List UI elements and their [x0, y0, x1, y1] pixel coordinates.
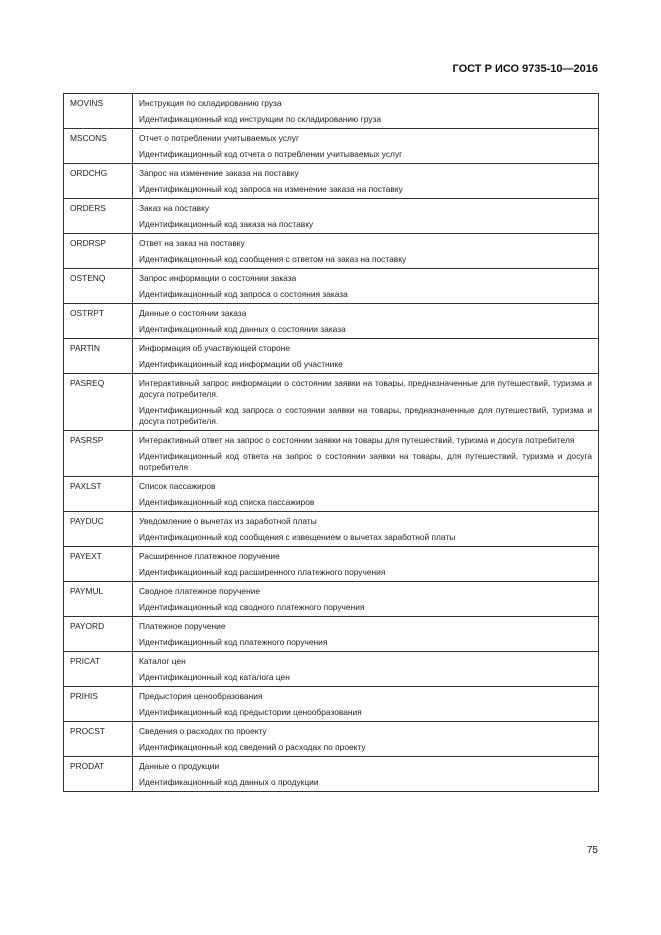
message-description: [133, 582, 599, 617]
table-row: [64, 547, 599, 582]
table-row: [64, 199, 599, 234]
message-code: PAYORD: [64, 617, 133, 652]
message-identifier-description: Идентификационный код отчета о потреблении учитываемых услуг: [139, 149, 403, 159]
message-code: PRODAT: [64, 757, 133, 792]
table-row: [64, 477, 599, 512]
table-row: [64, 339, 599, 374]
document-standard-header: ГОСТ Р ИСО 9735-10—2016: [452, 63, 598, 75]
table-row: [64, 234, 599, 269]
message-name: Интерактивный ответ на запрос о состоянии заявки на товары для путешествий, туризма и досуга потребителя: [139, 435, 575, 445]
message-identifier-description: Идентификационный код запроса о состоянии заявки на товары, предназначенные для путешествий, туризма и досуга потребителя.: [139, 405, 592, 426]
message-identifier-description: Идентификационный код инструкции по складированию груза: [139, 114, 381, 124]
message-identifier-description: Идентификационный код списка пассажиров: [139, 497, 315, 507]
message-identifier-description: Идентификационный код сообщения с ответом на заказ на поставку: [139, 254, 407, 264]
page-number: 75: [586, 845, 598, 856]
message-description: [133, 477, 599, 512]
message-code: PARTIN: [64, 339, 133, 374]
message-code: PAYEXT: [64, 547, 133, 582]
message-name: Список пассажиров: [139, 481, 216, 491]
message-name: Заказ на поставку: [139, 203, 210, 213]
message-description: [133, 652, 599, 687]
message-description: [133, 757, 599, 792]
message-description: [133, 164, 599, 199]
message-code: PASRSP: [64, 431, 133, 477]
table-row: [64, 512, 599, 547]
message-code: ORDCHG: [64, 164, 133, 199]
message-name: Запрос на изменение заказа на поставку: [139, 168, 299, 178]
message-name: Запрос информации о состоянии заказа: [139, 273, 297, 283]
table-row: [64, 652, 599, 687]
message-code: PASREQ: [64, 374, 133, 431]
message-identifier-description: Идентификационный код заказа на поставку: [139, 219, 314, 229]
message-description: [133, 234, 599, 269]
message-description: [133, 304, 599, 339]
message-name: Информация об участвующей стороне: [139, 343, 290, 353]
table-row: [64, 129, 599, 164]
table-row: [64, 617, 599, 652]
message-identifier-description: Идентификационный код сведений о расходах по проекту: [139, 742, 366, 752]
message-description: [133, 374, 599, 431]
message-identifier-description: Идентификационный код сводного платежного поручения: [139, 602, 365, 612]
message-code: ORDERS: [64, 199, 133, 234]
table-body: [64, 94, 599, 792]
message-description: [133, 129, 599, 164]
table-row: [64, 687, 599, 722]
message-identifier-description: Идентификационный код расширенного платежного поручения: [139, 567, 386, 577]
message-identifier-description: Идентификационный код предыстории ценообразования: [139, 707, 362, 717]
message-codes-table: [63, 93, 599, 792]
message-name: Уведомление о вычетах из заработной платы: [139, 516, 317, 526]
message-description: [133, 269, 599, 304]
message-name: Сводное платежное поручение: [139, 586, 261, 596]
table-row: [64, 164, 599, 199]
message-code: MOVINS: [64, 94, 133, 129]
message-identifier-description: Идентификационный код данных о продукции: [139, 777, 319, 787]
message-name: Каталог цен: [139, 656, 186, 666]
message-code: ORDRSP: [64, 234, 133, 269]
message-description: [133, 94, 599, 129]
message-name: Платежное поручение: [139, 621, 226, 631]
message-code: OSTENQ: [64, 269, 133, 304]
message-identifier-description: Идентификационный код запроса о состояния заказа: [139, 289, 348, 299]
message-identifier-description: Идентификационный код сообщения с извещением о вычетах заработной платы: [139, 532, 456, 542]
message-code: PAYDUC: [64, 512, 133, 547]
message-identifier-description: Идентификационный код ответа на запрос о состоянии заявки на товары, для путешествий, туризма и досуга потребителя: [139, 451, 592, 472]
table-row: [64, 431, 599, 477]
message-name: Сведения о расходах по проекту: [139, 726, 267, 736]
message-description: [133, 199, 599, 234]
table-row: [64, 94, 599, 129]
message-identifier-description: Идентификационный код каталога цен: [139, 672, 290, 682]
message-description: [133, 512, 599, 547]
message-code: PAYMUL: [64, 582, 133, 617]
message-code: PRICAT: [64, 652, 133, 687]
message-identifier-description: Идентификационный код платежного поручения: [139, 637, 328, 647]
message-description: [133, 617, 599, 652]
message-code: PRIHIS: [64, 687, 133, 722]
message-description: [133, 687, 599, 722]
message-description: [133, 339, 599, 374]
message-name: Ответ на заказ на поставку: [139, 238, 245, 248]
message-code: OSTRPT: [64, 304, 133, 339]
table-row: [64, 304, 599, 339]
message-identifier-description: Идентификационный код данных о состоянии заказа: [139, 324, 346, 334]
table-row: [64, 722, 599, 757]
table-row: [64, 374, 599, 431]
message-description: [133, 547, 599, 582]
table-row: [64, 582, 599, 617]
message-description: [133, 431, 599, 477]
message-code: PAXLST: [64, 477, 133, 512]
message-identifier-description: Идентификационный код информации об участнике: [139, 359, 343, 369]
message-name: Расширенное платежное поручение: [139, 551, 280, 561]
table-row: [64, 757, 599, 792]
message-name: Отчет о потреблении учитываемых услуг: [139, 133, 300, 143]
message-name: Интерактивный запрос информации о состоянии заявки на товары, предназначенные для путешествий, туризма и досуга потребителя.: [139, 378, 592, 399]
message-name: Данные о состоянии заказа: [139, 308, 247, 318]
table-row: [64, 269, 599, 304]
message-name: Инструкция по складированию груза: [139, 98, 282, 108]
message-code: PROCST: [64, 722, 133, 757]
message-code: MSCONS: [64, 129, 133, 164]
message-description: [133, 722, 599, 757]
message-name: Данные о продукции: [139, 761, 220, 771]
message-name: Предыстория ценообразования: [139, 691, 263, 701]
message-identifier-description: Идентификационный код запроса на изменение заказа на поставку: [139, 184, 403, 194]
